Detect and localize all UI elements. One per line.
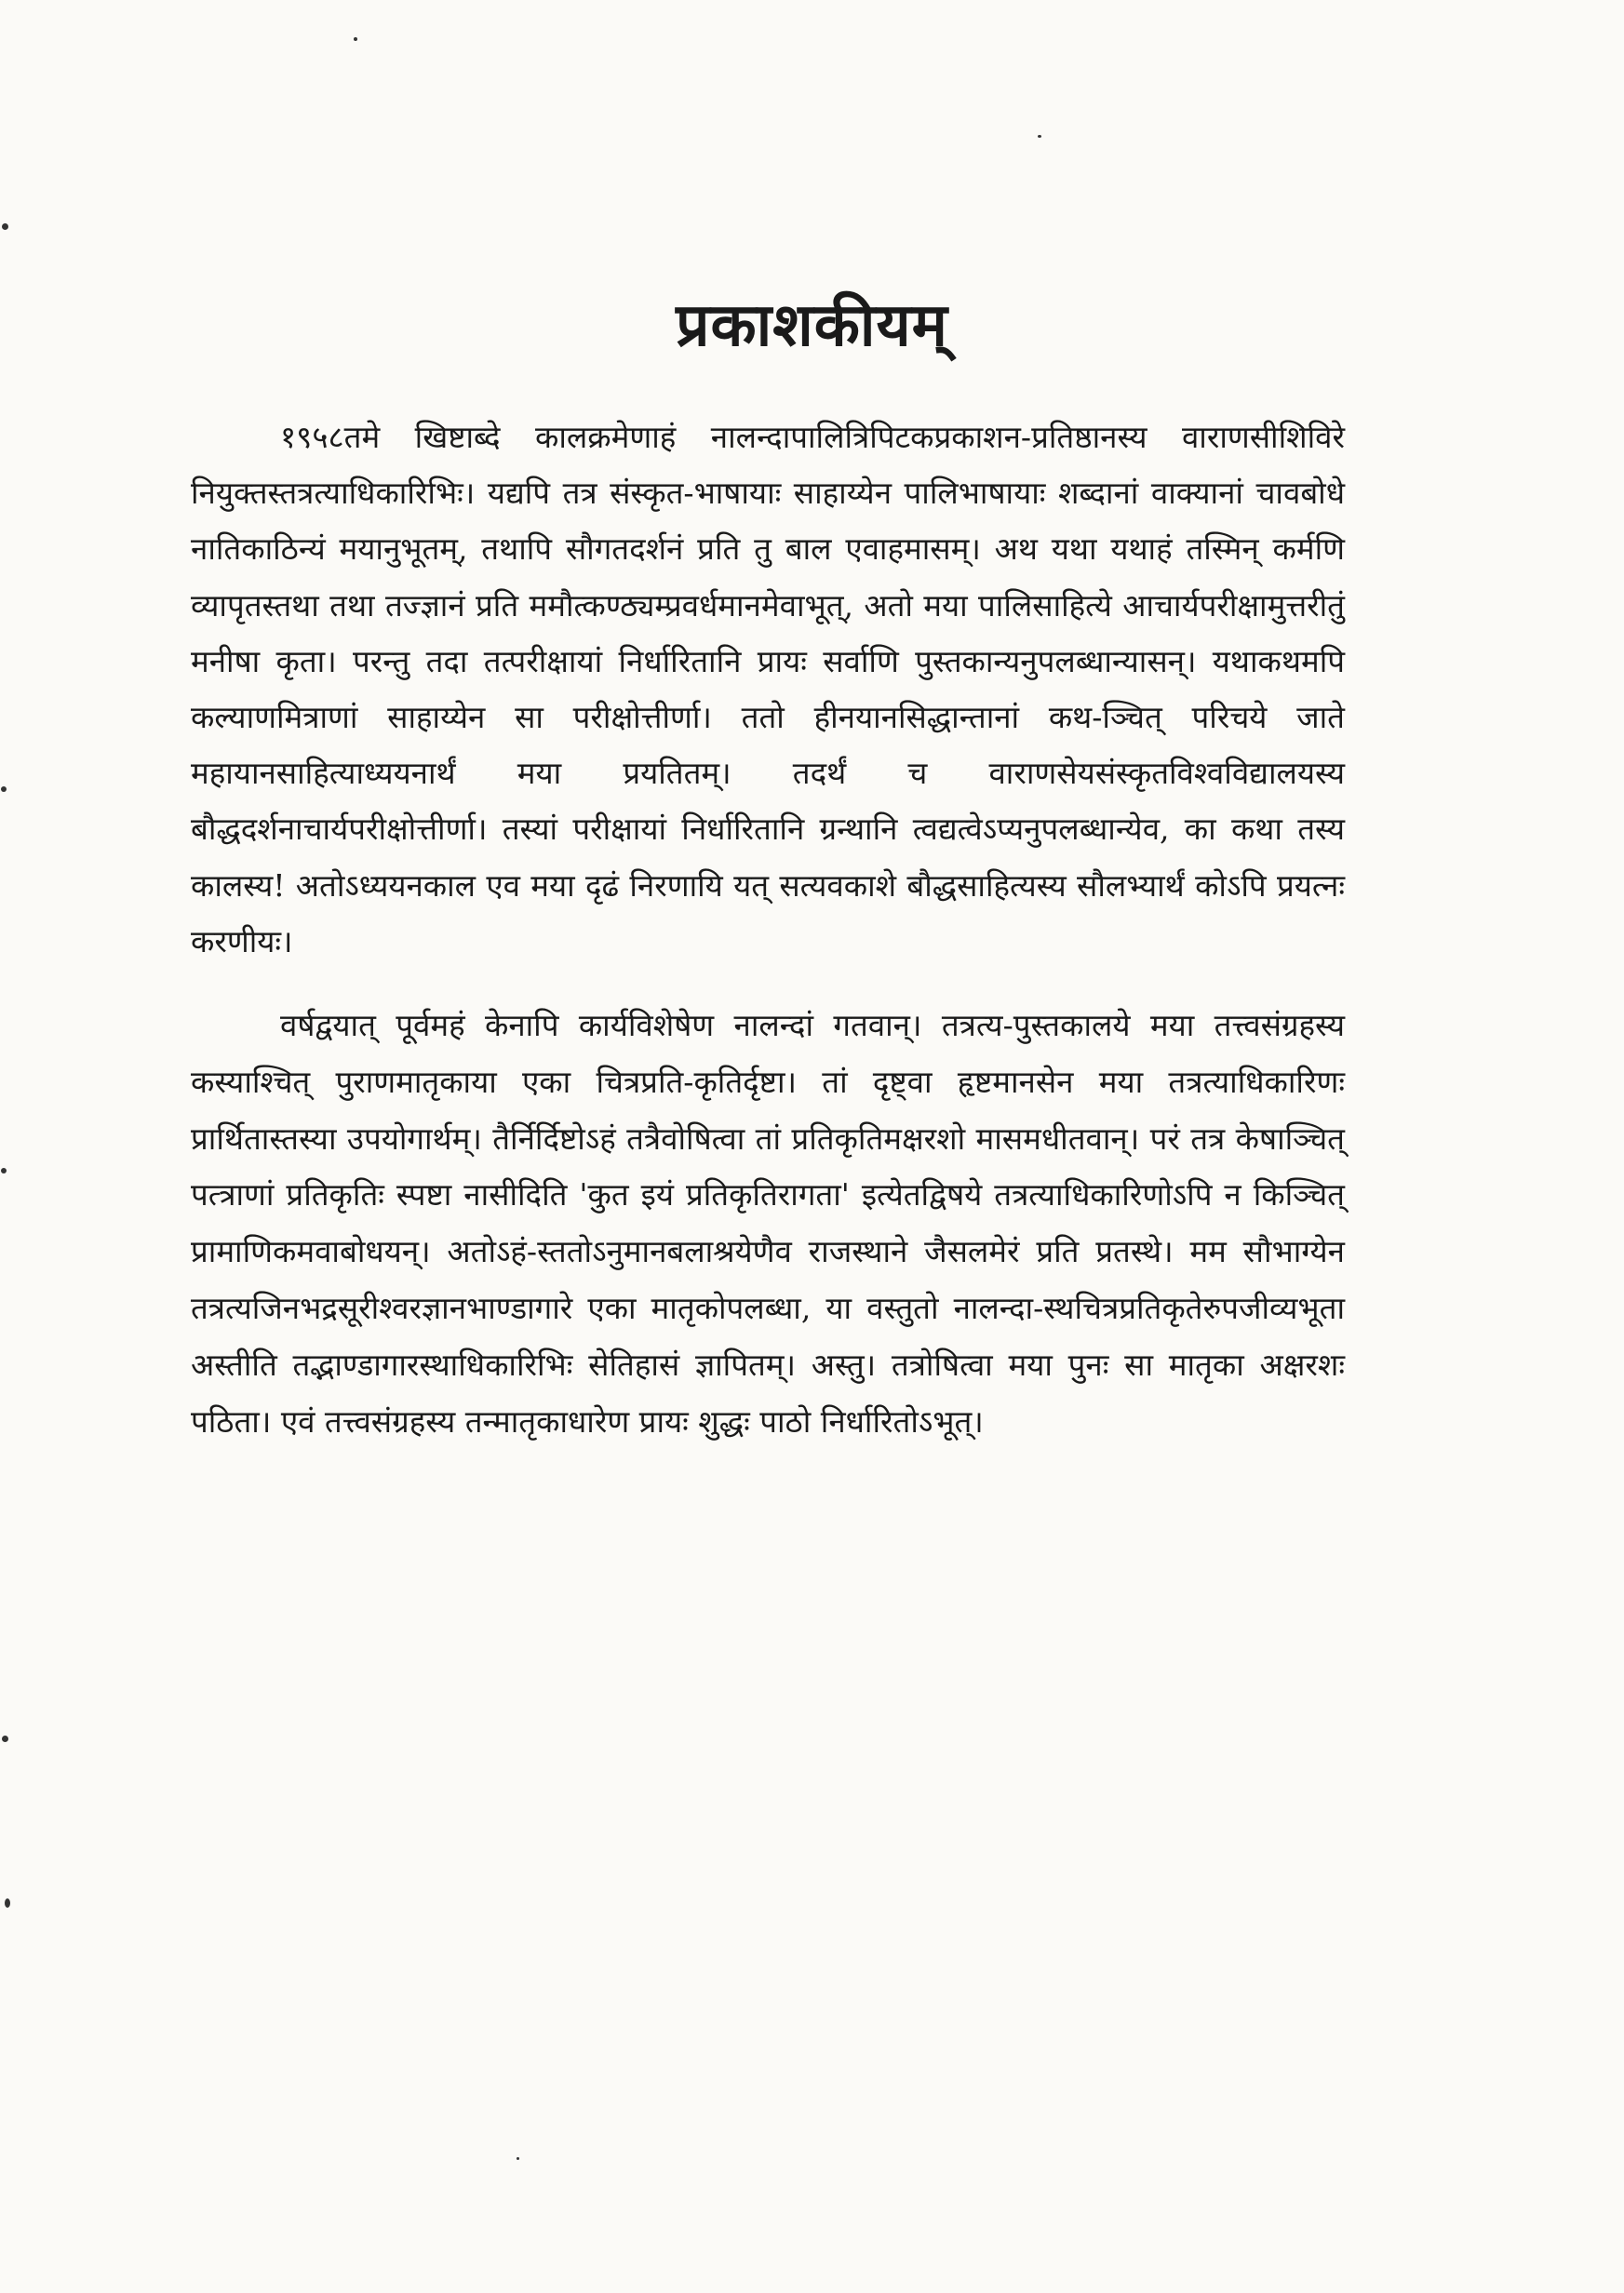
scan-speck — [517, 2157, 519, 2160]
scan-speck — [5, 1898, 10, 1908]
scan-speck — [2, 223, 8, 230]
scan-speck — [2, 1736, 8, 1742]
scan-speck — [1, 786, 7, 792]
paragraph-1: १९५८तमे खिष्टाब्दे कालक्रमेणाहं नालन्दापालित्रिपिटकप्रकाशन-प्रतिष्ठानस्य वाराणसीशिविरे नियुक्तस्तत्रत्याधिकारिभिः। यद्यपि तत्र संस्कृत-भाषायाः साहाय्येन पालिभाषायाः शब्दानां वाक्यानां चावबोधे नातिकाठिन्यं मयानुभूतम्, तथापि सौगतदर्शनं प्रति तु बाल एवाहमासम्। अथ यथा यथाहं तस्मिन् कर्मणि व्यापृतस्तथा तथा तज्ज्ञानं प्रति ममौत्कण्ठ्यम्प्रवर्धमानमेवाभूत्, अतो मया पालिसाहित्ये आचार्यपरीक्षामुत्तरीतुं मनीषा कृता। परन्तु तदा तत्परीक्षायां निर्धारितानि प्रायः सर्वाणि पुस्तकान्यनुपलब्धान्यासन्। यथाकथमपि कल्याणमित्राणां साहाय्येन सा परीक्षोत्तीर्णा। ततो हीनयानसिद्धान्तानां कथ-ञ्चित् परिचये जाते महायानसाहित्याध्ययनार्थं मया प्रयतितम्। तदर्थं च वाराणसेयसंस्कृतविश्वविद्यालयस्य बौद्धदर्शनाचार्यपरीक्षोत्तीर्णा। तस्यां परीक्षायां निर्धारितानि ग्रन्थानि त्वद्यत्वेऽप्यनुपलब्धान्येव, का कथा तस्य कालस्य! अतोऽध्ययनकाल एव मया दृढं निरणायि यत् सत्यवकाशे बौद्धसाहित्यस्य सौलभ्यार्थं कोऽपि प्रयत्नः करणीयः। — [191, 419, 1345, 959]
scan-speck — [1, 1168, 7, 1173]
scan-speck — [354, 37, 357, 41]
page-title: प्रकाशकीयम् — [676, 290, 948, 360]
body-text — [191, 409, 1345, 1450]
scan-speck — [1038, 135, 1041, 138]
paragraph-2: वर्षद्वयात् पूर्वमहं केनापि कार्यविशेषेण नालन्दां गतवान्। तत्रत्य-पुस्तकालये मया तत्त्वसंग्रहस्य कस्याश्चित् पुराणमातृकाया एका चित्रप्रति-कृतिर्दृष्टा। तां दृष्ट्वा हृष्टमानसेन मया तत्रत्याधिकारिणः प्रार्थितास्तस्या उपयोगार्थम्। तैर्निर्दिष्टोऽहं तत्रैवोषित्वा तां प्रतिकृतिमक्षरशो मासमधीतवान्। परं तत्र केषाञ्चित् पत्त्राणां प्रतिकृतिः स्पष्टा नासीदिति 'कुत इयं प्रतिकृतिरागता' इत्येतद्विषये तत्रत्याधिकारिणोऽपि न किञ्चित् प्रामाणिकमवाबोधयन्। अतोऽहं-स्ततोऽनुमानबलाश्रयेणैव राजस्थाने जैसलमेरं प्रति प्रतस्थे। मम सौभाग्येन तत्रत्यजिनभद्रसूरीश्वरज्ञानभाण्डागारे एका मातृकोपलब्धा, या वस्तुतो नालन्दा-स्थचित्रप्रतिकृतेरुपजीव्यभूता अस्तीति तद्भाण्डागारस्थाधिकारिभिः सेतिहासं ज्ञापितम्। अस्तु। तत्रोषित्वा मया पुनः सा मातृका अक्षरशः पठिता। एवं तत्त्वसंग्रहस्य तन्मातृकाधारेण प्रायः शुद्धः पाठो निर्धारितोऽभूत्। — [191, 1007, 1345, 1440]
